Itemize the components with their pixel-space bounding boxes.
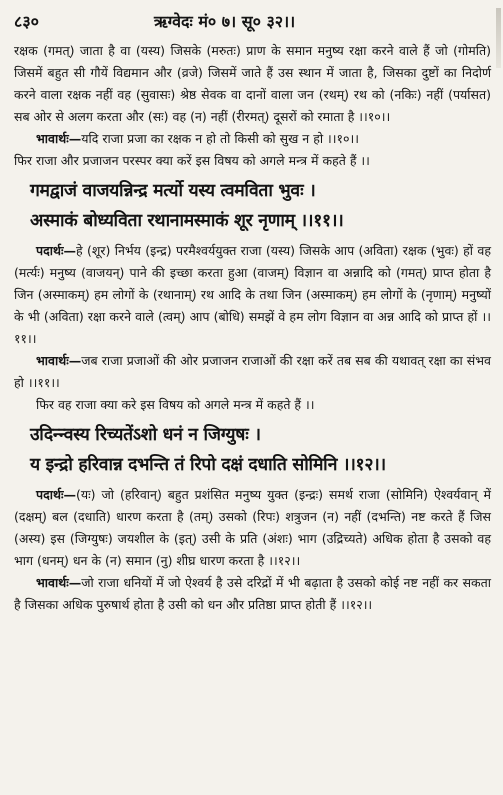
padarth-label: पदार्थः— — [36, 243, 76, 258]
bhavarth-10 — [14, 128, 491, 150]
page-body — [14, 40, 491, 616]
mantra-12-line-2: य इन्द्रो हरिवान्न दभन्ति तं रिपो दक्षं दधाति सोमिनि ।।१२।। — [30, 455, 386, 475]
intro-11: फिर राजा और प्रजाजन परस्पर क्या करें इस विषय को अगले मन्त्र में कहते हैं ।। — [14, 153, 370, 168]
bhavarth-label: भावार्थः— — [36, 131, 82, 146]
bhavarth-12 — [14, 572, 491, 616]
page-edge-shadow — [496, 8, 501, 68]
intro-12: फिर वह राजा क्या करे इस विषय को अगले मन्त्र में कहते हैं ।। — [36, 397, 315, 412]
bhavarth-label: भावार्थः— — [36, 575, 82, 590]
running-head: ऋग्वेदः मं० ७। सू० ३२।। — [154, 12, 296, 31]
bhavarth-11 — [14, 350, 491, 394]
bhavarth-text: जब राजा प्रजाओं की ओर प्रजाजन राजाओं की रक्षा करें तब सब की यथावत् रक्षा का संभव हो ।।११।। — [14, 353, 491, 390]
padarth-12 — [14, 484, 491, 572]
bhavarth-text: जो राजा धनियों में जो ऐश्वर्य है उसे दरिद्रों में भी बढ़ाता है उसको कोई नष्ट नहीं कर सकता है जिसका अधिक पुरुषार्थ होता है उसी को धन और प्रतिष्ठा प्राप्त होती हैं ।।१२।। — [14, 575, 491, 612]
padarth-text: हे (शूर) निर्भय (इन्द्र) परमैश्वर्ययुक्त राजा (यस्य) जिसके आप (अविता) रक्षक (भुवः) हों वह (मर्त्यः) मनुष्य (वाजयन्) पाने की इच्छा करता हुआ (वाजम्) विज्ञान वा अन्नादि को (गमत्) प्राप्त होता है जिन (अस्माकम्) हम लोगों के (रथानाम्) रथ आदि के तथा जिन (अस्माकम्) हम लोगों के (नृणाम्) मनुष्यों के भी (अविता) रक्षा करने वाले (त्वम्) आप (बोधि) समझें वे हम लोग विज्ञान वा अन्न आदि को प्राप्त हों ।।११।। — [14, 243, 491, 346]
page-header — [14, 6, 493, 36]
bhavarth-label: भावार्थः— — [36, 353, 82, 368]
padarth-label: पदार्थः— — [36, 487, 76, 502]
padarth-text: (यः) जो (हरिवान्) बहुत प्रशंसित मनुष्य युक्त (इन्द्रः) समर्थ राजा (सोमिनि) ऐश्वर्यवान् में (दक्षम्) बल (दधाति) धारण करता है (तम्) उसको (रिपः) शत्रुजन (न) नहीं (दभन्ति) नष्ट करते हैं जिस (अस्य) इस (जिग्युषः) जयशील के (इत्) उसी के प्रति (अंशः) भाग (उद्रिच्यते) अधिक होता है उसको वह भाग (धनम्) धन के (न) समान (नु) शीघ्र धारण करता है ।।१२।। — [14, 487, 491, 568]
bhavarth-text: यदि राजा प्रजा का रक्षक न हो तो किसी को सुख न हो ।।१०।। — [81, 131, 359, 146]
padarth-10-continuation: रक्षक (गमत्) जाता है वा (यस्य) जिसके (मरुतः) प्राण के समान मनुष्य रक्षा करने वाले हैं जो (गोमति) जिसमें बहुत सी गौयें विद्यमान और (व्रजे) जिसमें जाते हैं उस स्थान में जाता है, जिसका दुष्टों का निदोर्ण करने वाला रक्षक नहीं वह (सुवासः) श्रेष्ठ सेवक वा दानों वाला जन (रथम्) रथ को (नकिः) नहीं (पर्यासत) सब ओर से अलग करता और (सः) वह (न) नहीं (रीरमत्) दूसरों को रमाता है ।।१०।। — [14, 43, 491, 124]
padarth-11 — [14, 240, 491, 350]
page-number: ८३० — [14, 12, 39, 31]
mantra-12-line-1: उदिन्न्वस्य रिच्यतेंऽशो धनं न जिग्युषः । — [30, 425, 261, 445]
mantra-11-line-2: अस्माकं बोध्यविता रथानामस्माकं शूर नृणाम् ।।११।। — [30, 211, 344, 231]
mantra-11-line-1: गमद्वाजं वाजयन्निन्द्र मर्त्यो यस्य त्वमविता भुवः । — [30, 181, 316, 201]
